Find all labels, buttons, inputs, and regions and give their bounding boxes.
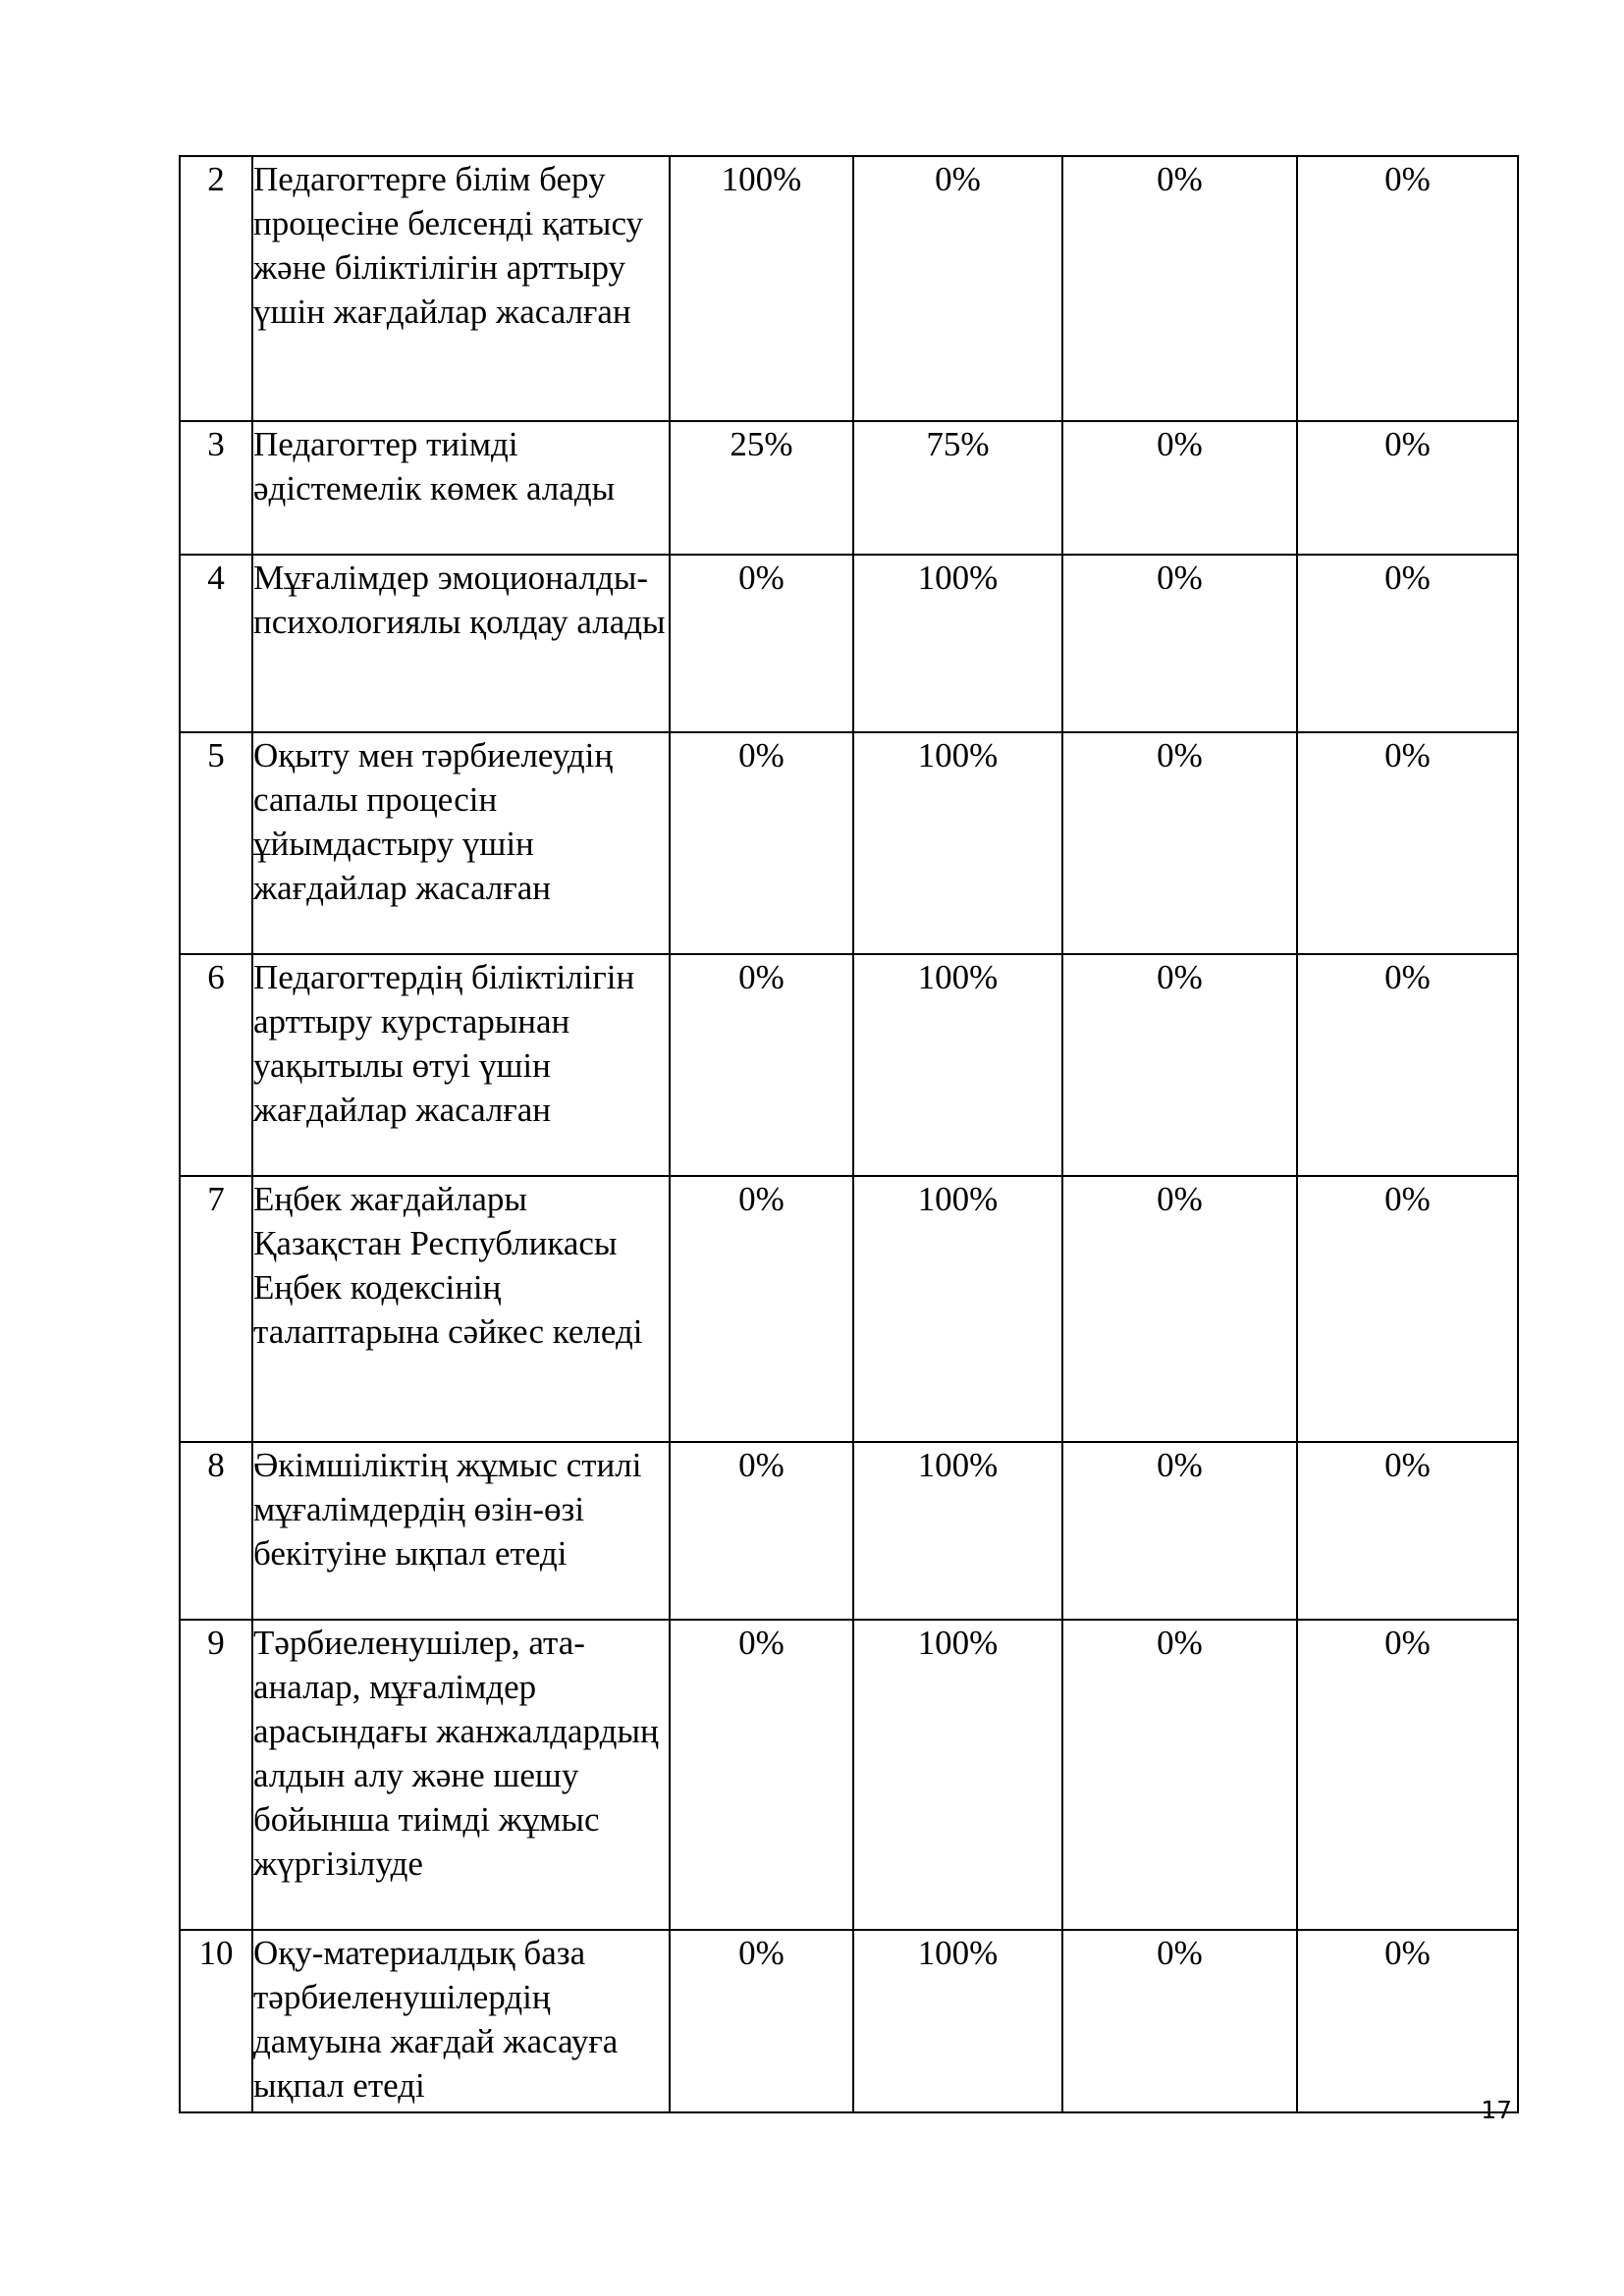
row-number: 2 — [180, 156, 252, 421]
statement-text: Оқу-материалдық база тәрбиеленушілердің дамуына жағдай жасауға ықпал етеді — [252, 1930, 670, 2112]
percent-col-4: 0% — [1297, 1930, 1518, 2112]
row-number: 5 — [180, 732, 252, 954]
percent-col-4: 0% — [1297, 555, 1518, 732]
percent-col-4: 0% — [1297, 421, 1518, 555]
percent-col-3: 0% — [1062, 555, 1297, 732]
percent-col-4: 0% — [1297, 156, 1518, 421]
percent-col-1: 0% — [670, 954, 853, 1176]
percent-col-1: 100% — [670, 156, 853, 421]
percent-col-1: 0% — [670, 1442, 853, 1620]
statement-text: Тәрбиеленушілер, ата-аналар, мұғалімдер арасындағы жанжалдардың алдын алу және шешу бойынша тиімді жұмыс жүргізілуде — [252, 1620, 670, 1930]
percent-col-3: 0% — [1062, 421, 1297, 555]
table-row — [180, 1620, 1518, 1930]
percent-col-2: 0% — [853, 156, 1062, 421]
page-number: 17 — [1481, 2096, 1512, 2124]
table-row — [180, 732, 1518, 954]
percent-col-2: 100% — [853, 555, 1062, 732]
percent-col-1: 0% — [670, 1930, 853, 2112]
percent-col-1: 0% — [670, 1176, 853, 1442]
table-row — [180, 421, 1518, 555]
percent-col-4: 0% — [1297, 1176, 1518, 1442]
row-number: 9 — [180, 1620, 252, 1930]
percent-col-1: 0% — [670, 555, 853, 732]
percent-col-3: 0% — [1062, 1930, 1297, 2112]
table-row — [180, 1930, 1518, 2112]
percent-col-2: 100% — [853, 1620, 1062, 1930]
percent-col-2: 75% — [853, 421, 1062, 555]
table-row — [180, 555, 1518, 732]
percent-col-4: 0% — [1297, 954, 1518, 1176]
row-number: 10 — [180, 1930, 252, 2112]
row-number: 8 — [180, 1442, 252, 1620]
row-number: 3 — [180, 421, 252, 555]
percent-col-2: 100% — [853, 1176, 1062, 1442]
percent-col-1: 25% — [670, 421, 853, 555]
statement-text: Оқыту мен тәрбиелеудің сапалы процесін ұйымдастыру үшін жағдайлар жасалған — [252, 732, 670, 954]
row-number: 4 — [180, 555, 252, 732]
percent-col-3: 0% — [1062, 954, 1297, 1176]
statement-text: Педагогтерге білім беру процесіне белсенді қатысу және біліктілігін арттыру үшін жағдайлар жасалған — [252, 156, 670, 421]
table-row — [180, 1442, 1518, 1620]
percent-col-1: 0% — [670, 732, 853, 954]
survey-results-table — [179, 155, 1519, 2113]
table-row — [180, 954, 1518, 1176]
table-row — [180, 1176, 1518, 1442]
percent-col-1: 0% — [670, 1620, 853, 1930]
percent-col-3: 0% — [1062, 156, 1297, 421]
row-number: 7 — [180, 1176, 252, 1442]
statement-text: Педагогтер тиімді әдістемелік көмек алады — [252, 421, 670, 555]
percent-col-4: 0% — [1297, 1442, 1518, 1620]
percent-col-4: 0% — [1297, 1620, 1518, 1930]
percent-col-2: 100% — [853, 732, 1062, 954]
percent-col-2: 100% — [853, 954, 1062, 1176]
percent-col-3: 0% — [1062, 732, 1297, 954]
percent-col-4: 0% — [1297, 732, 1518, 954]
table-row — [180, 156, 1518, 421]
percent-col-3: 0% — [1062, 1176, 1297, 1442]
percent-col-2: 100% — [853, 1442, 1062, 1620]
percent-col-2: 100% — [853, 1930, 1062, 2112]
statement-text: Педагогтердің біліктілігін арттыру курстарынан уақытылы өтуі үшін жағдайлар жасалған — [252, 954, 670, 1176]
statement-text: Мұғалімдер эмоционалды-психологиялы қолдау алады — [252, 555, 670, 732]
statement-text: Еңбек жағдайлары Қазақстан Республикасы Еңбек кодексінің талаптарына сәйкес келеді — [252, 1176, 670, 1442]
row-number: 6 — [180, 954, 252, 1176]
percent-col-3: 0% — [1062, 1442, 1297, 1620]
percent-col-3: 0% — [1062, 1620, 1297, 1930]
statement-text: Әкімшіліктің жұмыс стилі мұғалімдердің өзін-өзі бекітуіне ықпал етеді — [252, 1442, 670, 1620]
